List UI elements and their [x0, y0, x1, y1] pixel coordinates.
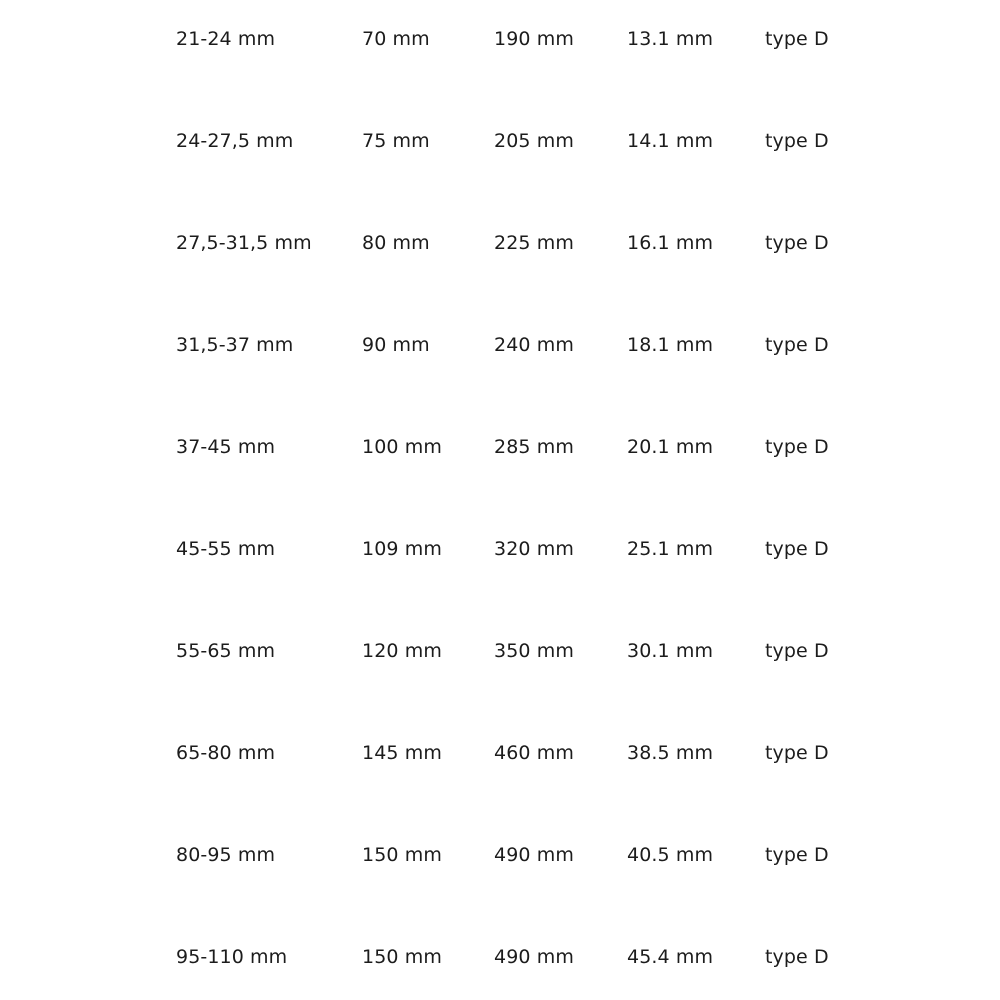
table-cell: type D	[765, 130, 829, 152]
table-cell: 285 mm	[494, 436, 574, 458]
table-cell: 25.1 mm	[627, 538, 714, 560]
table-cell: 145 mm	[362, 742, 442, 764]
table-cell: 95-110 mm	[176, 946, 288, 968]
table-cell: 240 mm	[494, 334, 574, 356]
table-row	[0, 937, 1000, 977]
table-cell: 490 mm	[494, 844, 574, 866]
table-cell: 109 mm	[362, 538, 442, 560]
table-cell: 490 mm	[494, 946, 574, 968]
table-cell: type D	[765, 334, 829, 356]
table-cell: 150 mm	[362, 844, 442, 866]
table-row	[0, 19, 1000, 59]
table-cell: 205 mm	[494, 130, 574, 152]
table-cell: 460 mm	[494, 742, 574, 764]
table-cell: 13.1 mm	[627, 28, 714, 50]
table-cell: 190 mm	[494, 28, 574, 50]
table-cell: 31,5-37 mm	[176, 334, 294, 356]
table-cell: 150 mm	[362, 946, 442, 968]
table-row	[0, 223, 1000, 263]
table-cell: 18.1 mm	[627, 334, 714, 356]
table-cell: 55-65 mm	[176, 640, 276, 662]
table-cell: type D	[765, 742, 829, 764]
table-cell: type D	[765, 640, 829, 662]
table-cell: 45-55 mm	[176, 538, 276, 560]
table-cell: type D	[765, 436, 829, 458]
table-cell: 16.1 mm	[627, 232, 714, 254]
table-cell: 21-24 mm	[176, 28, 276, 50]
table-cell: type D	[765, 946, 829, 968]
table-cell: type D	[765, 28, 829, 50]
table-row	[0, 631, 1000, 671]
table-cell: 14.1 mm	[627, 130, 714, 152]
table-cell: 37-45 mm	[176, 436, 276, 458]
table-cell: 30.1 mm	[627, 640, 714, 662]
table-cell: 320 mm	[494, 538, 574, 560]
table-cell: type D	[765, 538, 829, 560]
table-cell: 27,5-31,5 mm	[176, 232, 312, 254]
table-cell: 20.1 mm	[627, 436, 714, 458]
table-cell: 350 mm	[494, 640, 574, 662]
table-cell: 225 mm	[494, 232, 574, 254]
table-cell: 24-27,5 mm	[176, 130, 294, 152]
table-cell: 65-80 mm	[176, 742, 276, 764]
table-cell: 38.5 mm	[627, 742, 714, 764]
table-row	[0, 835, 1000, 875]
table-row	[0, 325, 1000, 365]
table-cell: type D	[765, 232, 829, 254]
table-cell: 75 mm	[362, 130, 430, 152]
table-cell: 40.5 mm	[627, 844, 714, 866]
table-cell: 120 mm	[362, 640, 442, 662]
table-row	[0, 427, 1000, 467]
table-cell: 90 mm	[362, 334, 430, 356]
table-cell: 100 mm	[362, 436, 442, 458]
table-cell: 45.4 mm	[627, 946, 714, 968]
table-cell: 80-95 mm	[176, 844, 276, 866]
table-cell: type D	[765, 844, 829, 866]
table-cell: 70 mm	[362, 28, 430, 50]
table-row	[0, 529, 1000, 569]
table-cell: 80 mm	[362, 232, 430, 254]
table-row	[0, 121, 1000, 161]
table-row	[0, 733, 1000, 773]
